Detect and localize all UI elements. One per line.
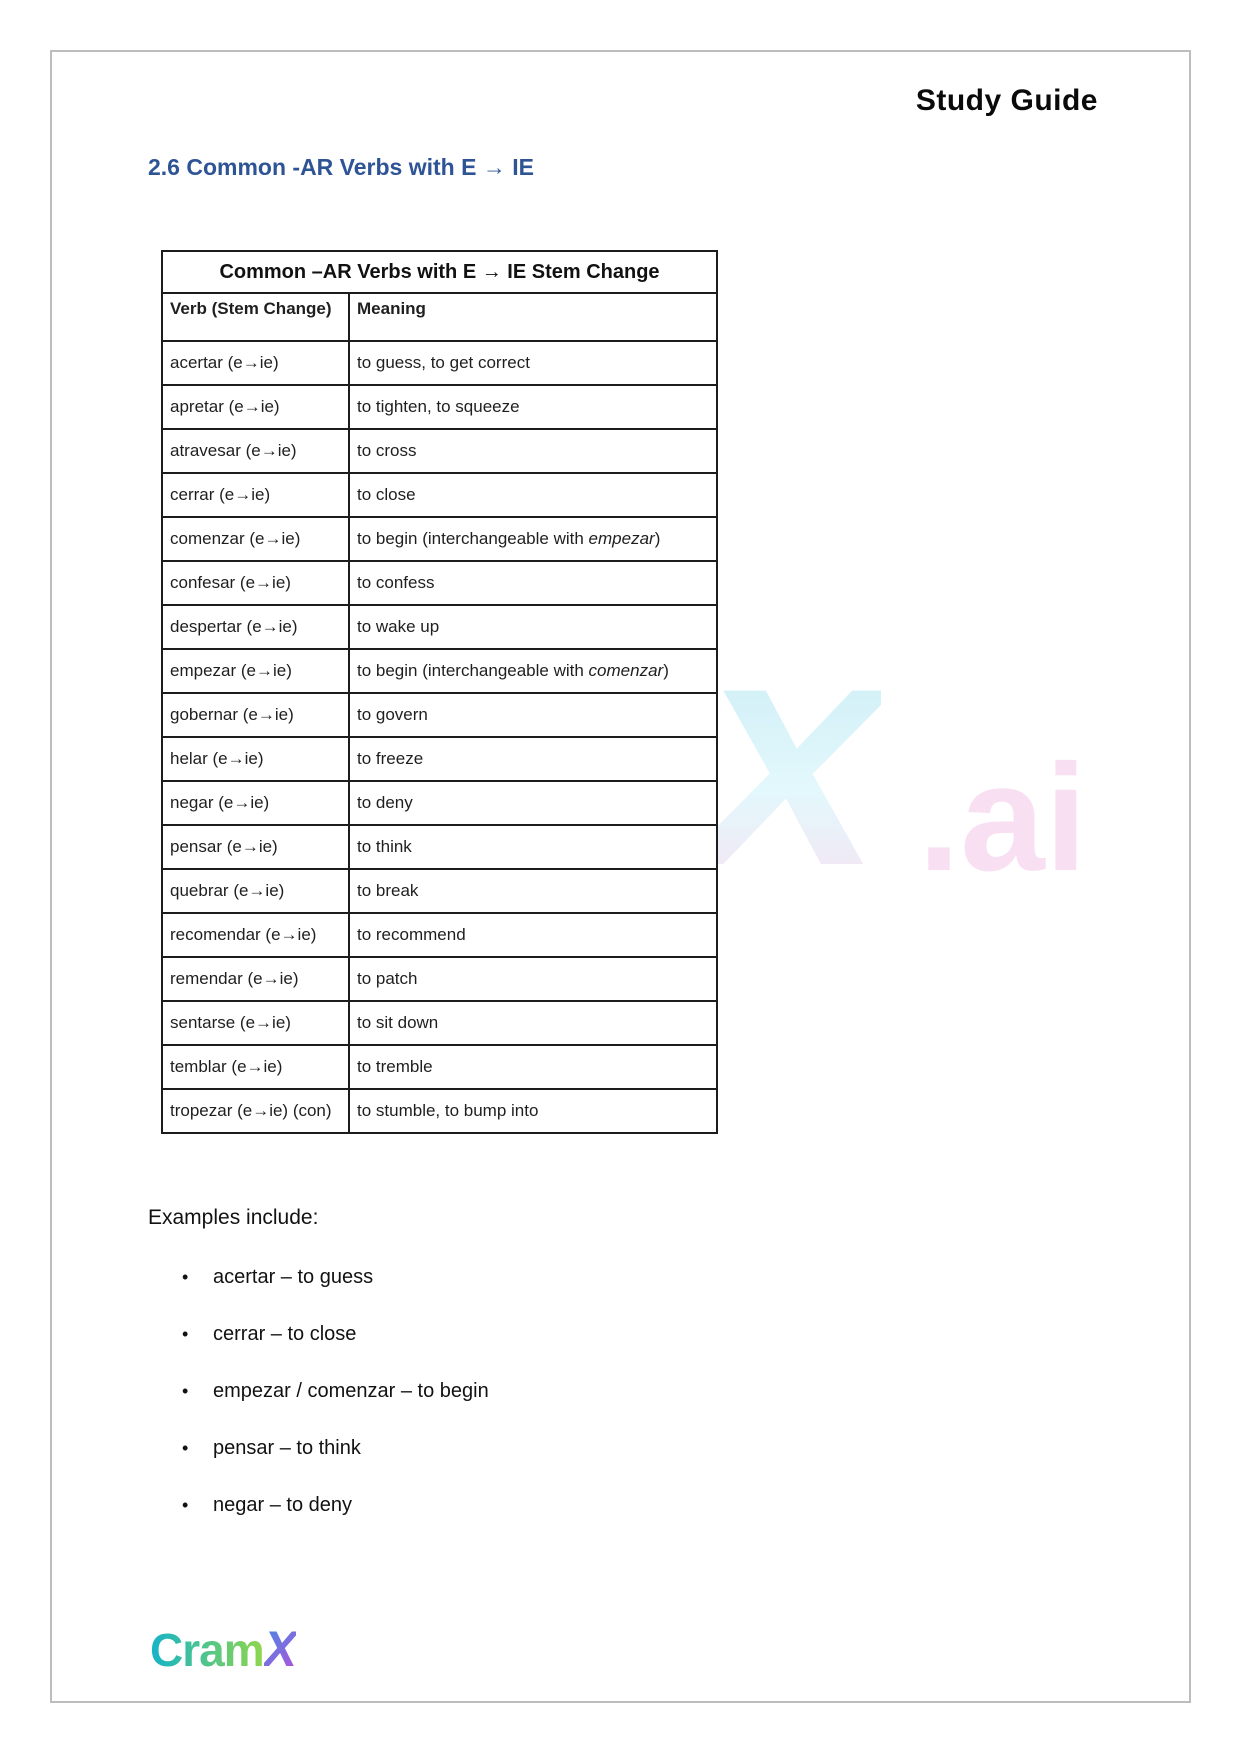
list-item-text: acertar – to guess xyxy=(213,1266,374,1288)
bullet-icon: • xyxy=(182,1267,189,1287)
meaning-cell: to begin (interchangeable with comenzar) xyxy=(349,649,717,693)
table-row xyxy=(162,1001,717,1045)
verb-cell: confesar (e→ie) xyxy=(162,561,349,605)
bullet-icon: • xyxy=(182,1495,189,1515)
table-row xyxy=(162,781,717,825)
verb-cell: gobernar (e→ie) xyxy=(162,693,349,737)
meaning-cell: to recommend xyxy=(349,913,717,957)
list-item-text: negar – to deny xyxy=(213,1494,352,1516)
watermark-x-letter: X xyxy=(693,637,882,918)
table-row xyxy=(162,605,717,649)
list-item-text: cerrar – to close xyxy=(213,1323,357,1345)
table-row xyxy=(162,341,717,385)
verb-cell: empezar (e→ie) xyxy=(162,649,349,693)
list-item xyxy=(182,1494,489,1516)
verb-cell: recomendar (e→ie) xyxy=(162,913,349,957)
list-item xyxy=(182,1380,489,1402)
table-row xyxy=(162,649,717,693)
list-item xyxy=(182,1323,489,1345)
table-row xyxy=(162,385,717,429)
brand-logo-x: X xyxy=(263,1621,296,1677)
verb-cell: negar (e→ie) xyxy=(162,781,349,825)
verb-table xyxy=(161,250,718,1134)
verb-cell: cerrar (e→ie) xyxy=(162,473,349,517)
table-row xyxy=(162,561,717,605)
bullet-icon: • xyxy=(182,1324,189,1344)
page-title: Study Guide xyxy=(915,84,1098,117)
meaning-cell: to patch xyxy=(349,957,717,1001)
meaning-cell: to tighten, to squeeze xyxy=(349,385,717,429)
table-row xyxy=(162,693,717,737)
list-item xyxy=(182,1266,489,1288)
verb-cell: apretar (e→ie) xyxy=(162,385,349,429)
bullet-icon: • xyxy=(182,1438,189,1458)
brand-logo xyxy=(150,1622,296,1677)
list-item-text: empezar / comenzar – to begin xyxy=(213,1380,489,1402)
verb-cell: acertar (e→ie) xyxy=(162,341,349,385)
table-row xyxy=(162,473,717,517)
meaning-cell: to break xyxy=(349,869,717,913)
section-heading: 2.6 Common -AR Verbs with E → IE xyxy=(148,154,534,180)
meaning-cell: to cross xyxy=(349,429,717,473)
brand-logo-cram: Cram xyxy=(150,1624,264,1676)
verb-cell: atravesar (e→ie) xyxy=(162,429,349,473)
verb-cell: sentarse (e→ie) xyxy=(162,1001,349,1045)
meaning-cell: to think xyxy=(349,825,717,869)
meaning-cell: to govern xyxy=(349,693,717,737)
table-title: Common –AR Verbs with E → IE Stem Change xyxy=(162,251,717,293)
table-header-row xyxy=(162,293,717,341)
table-row xyxy=(162,737,717,781)
verb-cell: comenzar (e→ie) xyxy=(162,517,349,561)
list-item-text: pensar – to think xyxy=(213,1437,361,1459)
table-row xyxy=(162,825,717,869)
verb-cell: helar (e→ie) xyxy=(162,737,349,781)
meaning-cell: to confess xyxy=(349,561,717,605)
meaning-cell: to begin (interchangeable with empezar) xyxy=(349,517,717,561)
table-row xyxy=(162,869,717,913)
list-item xyxy=(182,1437,489,1459)
verb-table-body xyxy=(162,341,717,1133)
watermark-ai-text: .ai xyxy=(918,733,1087,903)
table-row xyxy=(162,1089,717,1133)
table-row xyxy=(162,429,717,473)
table-title-row xyxy=(162,251,717,293)
meaning-cell: to tremble xyxy=(349,1045,717,1089)
table-row xyxy=(162,517,717,561)
meaning-cell: to sit down xyxy=(349,1001,717,1045)
verb-cell: remendar (e→ie) xyxy=(162,957,349,1001)
table-row xyxy=(162,1045,717,1089)
meaning-cell: to close xyxy=(349,473,717,517)
table-row xyxy=(162,957,717,1001)
meaning-cell: to freeze xyxy=(349,737,717,781)
table-row xyxy=(162,913,717,957)
verb-cell: despertar (e→ie) xyxy=(162,605,349,649)
meaning-cell: to wake up xyxy=(349,605,717,649)
verb-cell: temblar (e→ie) xyxy=(162,1045,349,1089)
column-header-verb: Verb (Stem Change) xyxy=(162,293,349,341)
meaning-cell: to deny xyxy=(349,781,717,825)
verb-cell: tropezar (e→ie) (con) xyxy=(162,1089,349,1133)
examples-label: Examples include: xyxy=(148,1206,319,1229)
bullet-icon: • xyxy=(182,1381,189,1401)
verb-cell: pensar (e→ie) xyxy=(162,825,349,869)
examples-list xyxy=(182,1266,489,1551)
verb-table-container xyxy=(161,250,718,1134)
verb-cell: quebrar (e→ie) xyxy=(162,869,349,913)
column-header-meaning: Meaning xyxy=(349,293,717,341)
meaning-cell: to guess, to get correct xyxy=(349,341,717,385)
meaning-cell: to stumble, to bump into xyxy=(349,1089,717,1133)
